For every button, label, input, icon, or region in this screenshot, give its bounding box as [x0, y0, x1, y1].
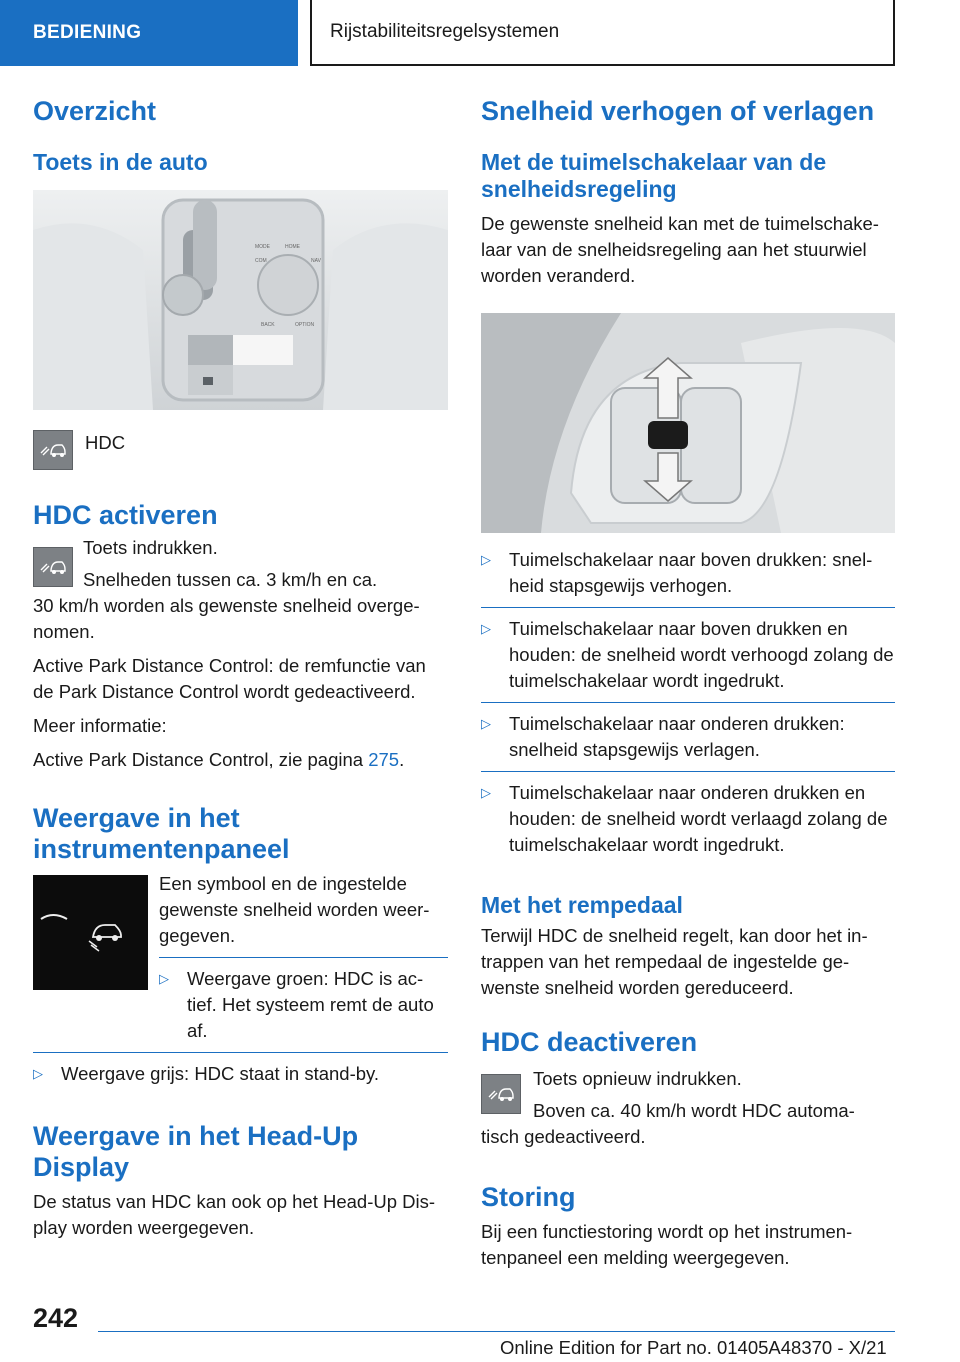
weergave-heading: Weergave in het instrumentenpaneel [33, 803, 290, 864]
hdc-icon [33, 547, 73, 587]
mode-label: MODE [255, 244, 270, 250]
rempedaal-heading: Met het rempedaal [481, 892, 683, 918]
list-item [159, 966, 448, 1044]
triangle-bullet-icon: ▷ [159, 971, 169, 986]
hdc-label: HDC [85, 432, 126, 453]
activeren-p4 [33, 747, 448, 773]
weergave-intro: Een symbool en de ingestelde gewenste snelheid worden weer-gegeven. [159, 873, 430, 946]
list-item-text: Tuimelschakelaar naar boven drukken: snel-heid stapsgewijs verhogen. [509, 549, 873, 596]
storing-paragraph: Bij een functiestoring wordt op het instrumen-tenpaneel een melding weergegeven. [481, 1221, 853, 1268]
deactiveren-heading: HDC deactiveren [481, 1027, 698, 1057]
activeren-block [33, 535, 448, 773]
deactiveren-line2: Boven ca. 40 km/h wordt HDC automa- [533, 1100, 855, 1121]
home-label: HOME [285, 244, 300, 250]
overzicht-heading: Overzicht [33, 96, 157, 126]
activeren-line1: Toets indrukken. [83, 537, 218, 558]
triangle-bullet-icon: ▷ [481, 552, 491, 567]
nav-label: NAV [311, 258, 321, 264]
triangle-bullet-icon: ▷ [33, 1066, 43, 1081]
activeren-p4-end: . [399, 749, 405, 770]
triangle-bullet-icon: ▷ [481, 785, 491, 800]
triangle-bullet-icon: ▷ [481, 621, 491, 636]
back-label: BACK [261, 322, 275, 328]
page-number: 242 [33, 1303, 79, 1333]
activeren-p3: Meer informatie: [33, 715, 167, 736]
list-item [481, 616, 895, 694]
console-illustration [33, 190, 448, 410]
edition-text: Online Edition for Part no. 01405A48370 - X/21 [500, 1337, 887, 1358]
activeren-line2: Snelheden tussen ca. 3 km/h en ca. [83, 569, 378, 590]
list-item [481, 711, 895, 763]
triangle-bullet-icon: ▷ [481, 716, 491, 731]
verhogen-heading: Snelheid verhogen of verlagen [481, 96, 875, 126]
deactiveren-paragraph: tisch gedeactiveerd. [481, 1126, 646, 1147]
tuimel-list [481, 547, 895, 858]
list-item [33, 1061, 448, 1087]
list-item-text: Tuimelschakelaar naar onderen drukken en houden: de snelheid wordt verlaagd zolang de tuimelschakelaar wordt ingedrukt. [509, 782, 888, 855]
rempedaal-paragraph: Terwijl HDC de snelheid regelt, kan door het in-trappen van het rempedaal de ingestelde ge-wenste snelheid worden gereduceerd. [481, 925, 868, 998]
steering-wheel-photo [481, 313, 895, 533]
list-item [481, 547, 895, 599]
hdc-icon [33, 430, 73, 470]
instrument-hdc-icon [33, 875, 148, 990]
list-item-text: Weergave grijs: HDC staat in stand-by. [61, 1063, 380, 1084]
topic-header [310, 0, 895, 66]
page-link[interactable]: 275 [368, 749, 400, 770]
storing-heading: Storing [481, 1182, 576, 1212]
toets-heading: Toets in de auto [33, 149, 208, 175]
hdc-icon [481, 1074, 521, 1114]
option-label: OPTION [295, 322, 315, 328]
right-column [481, 96, 895, 1271]
list-item-text: Tuimelschakelaar naar onderen drukken: snelheid stapsgewijs verlagen. [509, 713, 845, 760]
console-photo [33, 190, 448, 410]
topic-title: Rijstabiliteitsregelsystemen [330, 21, 560, 42]
deactiveren-line1: Toets opnieuw indrukken. [533, 1068, 742, 1089]
activeren-p1: 30 km/h worden als gewenste snelheid overge-nomen. [33, 595, 420, 642]
hud-heading: Weergave in het Head-Up Display [33, 1121, 359, 1182]
tuimel-paragraph: De gewenste snelheid kan met de tuimelschake-laar van de snelheidsregeling aan het stuurwiel worden veranderd. [481, 213, 879, 286]
tuimel-heading: Met de tuimelschakelaar van de snelheidsregeling [481, 149, 827, 202]
footer-divider [98, 1331, 895, 1332]
activeren-p2: Active Park Distance Control: de remfunctie van de Park Distance Control wordt gedeactiveerd. [33, 655, 426, 702]
list-item-text: Tuimelschakelaar naar boven drukken en houden: de snelheid wordt verhoogd zolang de tuimelschakelaar wordt ingedrukt. [509, 618, 894, 691]
list-item [481, 780, 895, 858]
steering-wheel-illustration [481, 313, 895, 533]
activeren-heading: HDC activeren [33, 500, 218, 530]
deactiveren-block [481, 1066, 895, 1150]
com-label: COM [255, 258, 267, 264]
list-item-text: Weergave groen: HDC is ac-tief. Het systeem remt de auto af. [187, 968, 434, 1041]
hud-paragraph: De status van HDC kan ook op het Head-Up Dis-play worden weergegeven. [33, 1191, 436, 1238]
hdc-legend [33, 430, 448, 470]
section-tab [0, 0, 298, 66]
weergave-block [33, 871, 448, 1044]
section-title: BEDIENING [33, 22, 142, 43]
instrument-display [33, 875, 148, 990]
left-column [33, 96, 448, 1241]
activeren-p4-text: Active Park Distance Control, zie pagina [33, 749, 369, 770]
